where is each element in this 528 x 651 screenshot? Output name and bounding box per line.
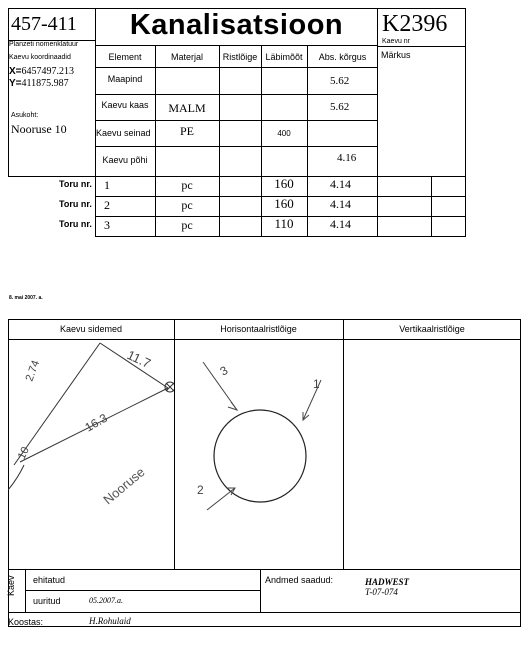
data-source-value-2: T-07-074	[365, 587, 398, 597]
col-header-cross-section: Ristlõige	[222, 52, 258, 62]
pipe-height: 4.14	[330, 177, 351, 191]
data-source-label: Andmed saadud:	[265, 575, 334, 585]
distance-c: 2.74	[23, 358, 43, 384]
row-diameter-value: 400	[277, 129, 291, 138]
row-element-label: Maapind	[107, 74, 143, 84]
row-element-label: Kaevu kaas	[101, 100, 149, 110]
pipe-material: pc	[181, 178, 193, 192]
row-material-value: MALM	[168, 101, 206, 115]
col-header-diameter: Läbimõõt	[265, 52, 303, 62]
section-header-vertical: Vertikaalristlõige	[399, 324, 465, 334]
well-id-label: Kaevu nr	[382, 38, 411, 45]
document-date: 8. mai 2007. a.	[9, 295, 43, 301]
pipe-diameter: 110	[274, 216, 294, 231]
col-header-abs-height: Abs. kõrgus	[318, 52, 367, 62]
pipe-material: pc	[181, 198, 193, 212]
row-height-value: 5.62	[330, 101, 350, 113]
ehitatud-label: ehitatud	[33, 575, 66, 585]
compiler-value: H.Rohulaid	[89, 616, 131, 626]
remarks-label: Märkus	[381, 50, 411, 60]
row-element-label: Kaevu seinad	[96, 128, 151, 138]
pipe-label-3: 3	[217, 363, 231, 379]
section-header-horizontal: Horisontaalristlõige	[220, 324, 297, 334]
x-coordinate	[9, 66, 74, 77]
pipe-row-label: Toru nr.	[59, 219, 92, 229]
pipe-row-label: Toru nr.	[59, 199, 92, 209]
col-header-material: Materjal	[170, 52, 203, 62]
pipe-height: 4.14	[330, 217, 351, 231]
street-name: Nooruse	[100, 464, 148, 508]
data-source-value-1: HADWEST	[365, 577, 410, 587]
x-prefix: X=	[9, 66, 22, 77]
y-value: 411875.987	[21, 78, 69, 89]
connections-sketch	[8, 340, 174, 569]
uuritud-label: uuritud	[33, 596, 61, 606]
distance-a: 11.7	[124, 347, 154, 372]
page-title: Kanalisatsioon	[129, 9, 344, 41]
pipe-row-label: Toru nr.	[59, 179, 92, 189]
y-coordinate	[9, 78, 69, 89]
corner-mark: 10	[15, 445, 32, 462]
pipe-label-2: 2	[197, 483, 204, 497]
coord-label: Kaevu koordinaadid	[9, 54, 71, 61]
pipe-height: 4.14	[330, 197, 351, 211]
x-value: 6457497.213	[21, 66, 75, 77]
row-height-value: 4.16	[337, 152, 357, 164]
pipe-material: pc	[181, 218, 193, 232]
side-label-well: Kaev	[6, 575, 16, 596]
uuritud-value: 05.2007.a.	[89, 596, 123, 605]
row-material-value: PE	[179, 124, 194, 138]
row-element-label: Kaevu põhi	[102, 155, 148, 165]
pipe-number: 1	[104, 178, 110, 192]
row-height-value: 5.62	[330, 75, 350, 87]
pipe-label-1: 1	[313, 377, 320, 391]
compiler-label: Koostas:	[8, 617, 44, 627]
sheet-code: 457-411	[11, 13, 77, 35]
pipe-diameter: 160	[274, 196, 294, 211]
horizontal-section-sketch	[175, 340, 343, 569]
pipe-diameter: 160	[274, 176, 294, 191]
col-header-element: Element	[108, 52, 142, 62]
location-label: Asukoht:	[11, 112, 39, 119]
distance-b: 16.3	[82, 410, 110, 435]
well-id: K2396	[382, 11, 448, 37]
y-prefix: Y=	[9, 78, 22, 89]
location-value: Nooruse 10	[11, 122, 67, 136]
section-header-connections: Kaevu sidemed	[59, 324, 123, 334]
pipe-number: 2	[104, 198, 110, 212]
pipe-number: 3	[104, 218, 110, 232]
sheet-label: Planzeti nomenklatuur	[9, 41, 79, 48]
